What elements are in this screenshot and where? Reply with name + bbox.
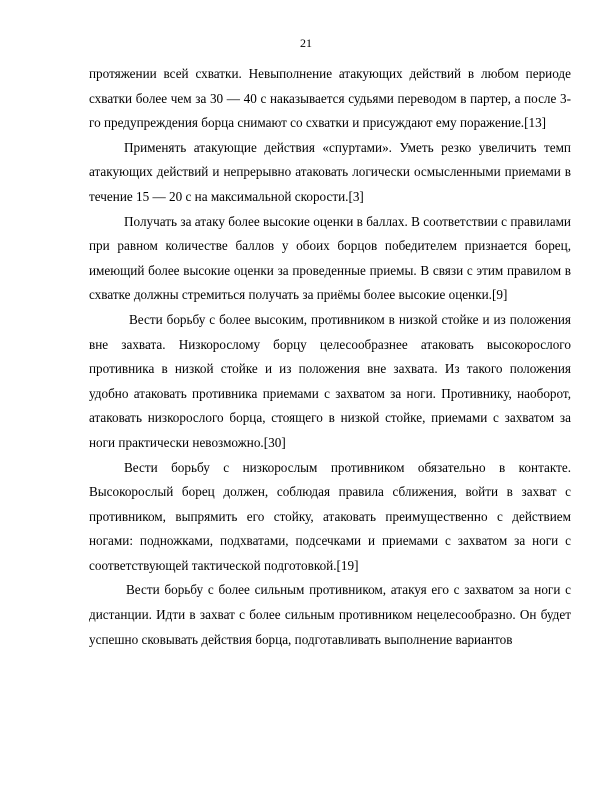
paragraph-scoring: Получать за атаку более высокие оценки в баллах. В соответствии с правилами при равном количестве баллов у обоих борцов победителем признается борец, имеющий более высокие оценки за проведенные приемы. В связи с этим правилом в схватке должны стремиться получать за приёмы более высокие оценки.[9]	[89, 213, 571, 303]
body-text	[89, 62, 571, 652]
page-number: 21	[300, 36, 312, 50]
paragraph-spurts: Применять атакующие действия «спуртами». Уметь резко увеличить темп атакующих действий и непрерывно атаковать логически осмысленными приемами в течение 15 — 20 с на максимальной скорости.[3]	[89, 139, 571, 204]
paragraph-continuation: протяжении всей схватки. Невыполнение атакующих действий в любом периоде схватки более чем за 30 — 40 с наказывается судьями переводом в партер, а после 3-го предупреждения борца снимают со схватки и присуждают ему поражение.[13]	[89, 66, 571, 131]
paragraph-short-opponent: Вести борьбу с низкорослым противником обязательно в контакте. Высокорослый борец должен, соблюдая правила сближения, войти в захват с противником, выпрямить его стойку, атаковать преимущественно с действием ногами: подножками, подхватами, подсечками и приемами с захватом за ноги с соответствующей тактической подготовкой.[19]	[89, 459, 571, 573]
paragraph-tall-opponent: Вести борьбу с более высоким, противником в низкой стойке и из положения вне захвата. Низкорослому борцу целесообразнее атаковать высокорослого противника в низкой стойке и из положения вне захвата. Из такого положения удобно атаковать противника приемами с захватом за ноги. Противнику, наоборот, атаковать низкорослого борца, стоящего в низкой стойке, приемами с захватом за ноги практически невозможно.[30]	[89, 311, 571, 450]
paragraph-stronger-opponent: Вести борьбу с более сильным противником, атакуя его с захватом за ноги с дистанции. Идти в захват с более сильным противником нецелесообразно. Он будет успешно сковывать действия борца, подготавливать выполнение вариантов	[89, 582, 571, 647]
